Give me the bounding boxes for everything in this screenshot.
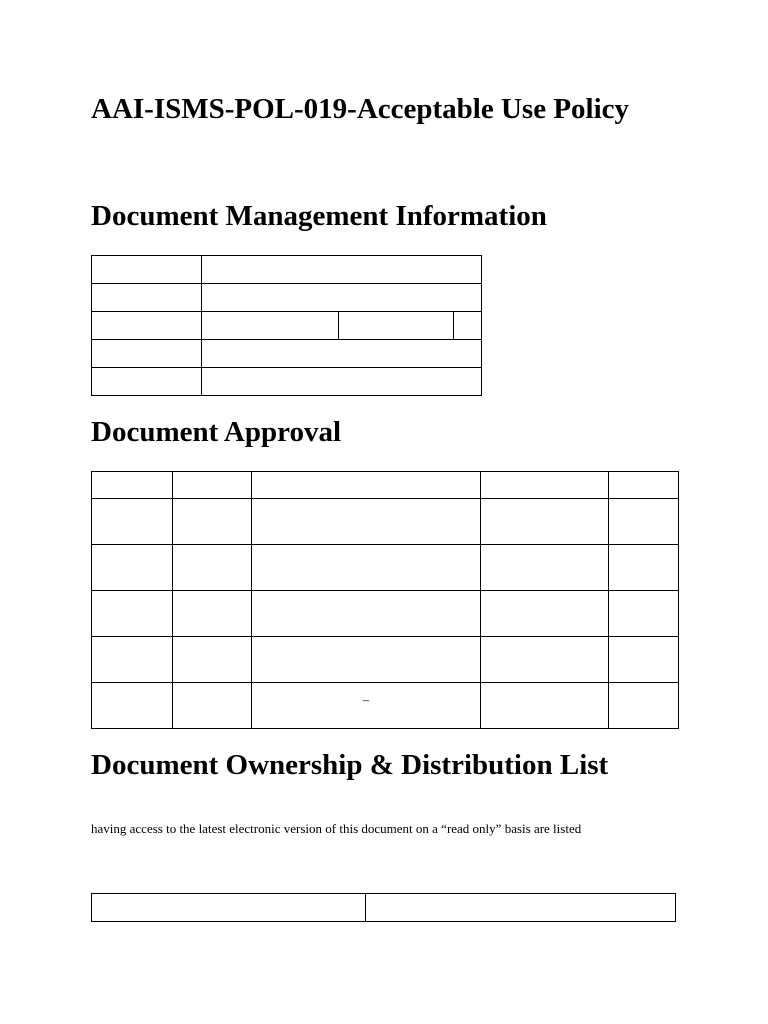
ownership-heading: Document Ownership & Distribution List [91,749,609,781]
table-cell [92,472,173,499]
table-cell [173,591,252,637]
table-row [92,894,676,922]
table-cell [609,472,679,499]
table-cell [481,683,609,729]
table-cell [609,683,679,729]
table-cell [252,472,481,499]
table-cell [173,637,252,683]
table-cell [609,499,679,545]
table-cell [454,312,482,340]
table-cell [92,368,202,396]
table-row [92,368,482,396]
table-cell [92,683,173,729]
table-row [92,340,482,368]
table-cell [202,340,482,368]
distribution-table [91,893,676,922]
table-cell [481,591,609,637]
table-cell [202,368,482,396]
table-cell [339,312,454,340]
table-row [92,284,482,312]
management-info-table [91,255,482,396]
table-cell [92,499,173,545]
table-row [92,256,482,284]
table-cell [252,637,481,683]
table-cell [481,637,609,683]
table-cell [252,545,481,591]
table-cell [252,499,481,545]
table-cell [92,637,173,683]
table-cell [609,545,679,591]
table-row [92,637,679,683]
table-cell [202,256,482,284]
document-title: AAI-ISMS-POL-019-Acceptable Use Policy [91,93,630,125]
table-cell [252,683,481,729]
table-cell [92,591,173,637]
ownership-description: having access to the latest electronic version of this document on a “read only” basis are listed [91,821,582,836]
table-cell [481,499,609,545]
table-cell [173,499,252,545]
table-cell [173,683,252,729]
table-cell [92,284,202,312]
approval-heading: Document Approval [91,416,342,448]
table-cell [92,256,202,284]
table-cell [252,591,481,637]
table-cell [481,545,609,591]
table-cell [92,340,202,368]
table-cell [481,472,609,499]
table-cell [202,284,482,312]
table-cell [609,591,679,637]
approval-table [91,471,679,729]
table-cell [366,894,676,922]
table-header-row [92,472,679,499]
table-cell [609,637,679,683]
table-cell [92,545,173,591]
table-row [92,591,679,637]
table-cell [173,472,252,499]
table-row [92,312,482,340]
table-cell [173,545,252,591]
management-info-heading: Document Management Information [91,200,547,232]
table-cell [92,894,366,922]
table-row [92,499,679,545]
dash-mark: – [362,691,370,707]
table-row [92,683,679,729]
table-cell [92,312,202,340]
table-cell [202,312,339,340]
table-row [92,545,679,591]
